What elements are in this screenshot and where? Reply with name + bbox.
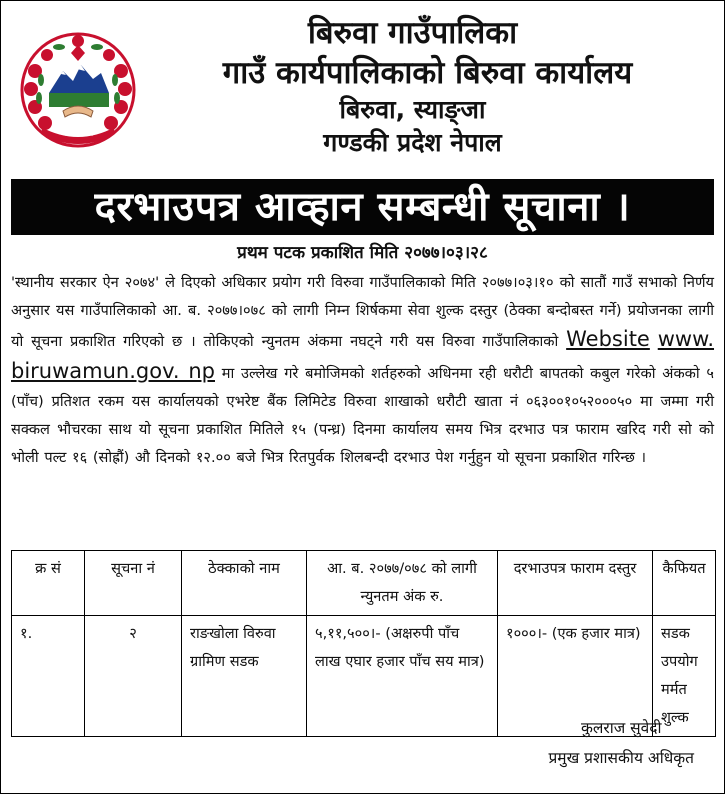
cell-minimum-amount: ५,११,५००।- (अक्षरुपी पाँच लाख एघार हजार पाँच सय मात्र) bbox=[307, 616, 498, 737]
website-label[interactable]: Website bbox=[566, 327, 650, 352]
col-header-contract-name: ठेक्काको नाम bbox=[182, 551, 307, 616]
tender-table bbox=[11, 550, 716, 737]
col-header-remarks: कैफियत bbox=[653, 551, 716, 616]
office-address: बिरुवा, स्याङ्जा bbox=[339, 95, 486, 124]
body-text-part2: मा उल्लेख गरे बमोजिमको शर्तहरुको अधिनमा रही धरौटी बापतको कबुल गरेको अंकको ५ (पाँच) प्रतिशत रकम यस कार्यालयको एभरेष्ट बैंक लिमिटेड विरुवा शाखाको धरौटी खाता नं ०६३००१०५२०००५० मा जम्मा गरी सक्कल भौचरका साथ यो सूचना प्रकाशित मितिले १५ (पन्ध्र) दिनमा कार्यालय समय भित्र दरभाउ पत्र फाराम खरिद गरी सो को भोली पल्ट १६ (सोह्रौं) औ दिनको १२.०० बजे भित्र रितपुर्वक शिलबन्दी दरभाउ पेश गर्नुहुन यो सूचना प्रकाशित गरिन्छ । bbox=[11, 364, 714, 467]
cell-contract-name: राङखोला विरुवा ग्रामिण सडक bbox=[182, 616, 307, 737]
notice-title-banner: दरभाउपत्र आव्हान सम्बन्धी सूचाना । bbox=[11, 179, 714, 235]
cell-serial: १. bbox=[12, 616, 85, 737]
website-link[interactable]: www. biruwamun.gov. np bbox=[11, 327, 715, 383]
publish-date: प्रथम पटक प्रकाशित मिति २०७७।०३।२८ bbox=[237, 243, 488, 263]
cell-notice-no: २ bbox=[85, 616, 182, 737]
col-header-form-fee: दरभाउपत्र फाराम दस्तुर bbox=[498, 551, 653, 616]
office-name: गाउँ कार्यपालिकाको बिरुवा कार्यालय bbox=[222, 55, 633, 91]
province-name: गण्डकी प्रदेश नेपाल bbox=[323, 128, 502, 157]
signatory-name: कुलराज सुवेदी bbox=[580, 719, 662, 737]
col-header-serial: क्र सं bbox=[12, 551, 85, 616]
municipality-name: बिरुवा गाउँपालिका bbox=[307, 15, 518, 51]
notice-body bbox=[11, 269, 714, 472]
cell-form-fee: १०००।- (एक हजार मात्र) bbox=[498, 616, 653, 737]
col-header-minimum-amount: आ. ब. २०७७/०७८ को लागी न्युनतम अंक रु. bbox=[307, 551, 498, 616]
signature-block bbox=[548, 713, 694, 773]
office-header bbox=[151, 13, 714, 159]
svg-text:नेपाल सरकार: नेपाल सरकार bbox=[63, 131, 93, 138]
cell-remarks: सडक उपयोग मर्मत शुल्क bbox=[653, 616, 716, 737]
col-header-notice-no: सूचना नं bbox=[85, 551, 182, 616]
table-header-row bbox=[12, 551, 716, 616]
body-text-part1: 'स्थानीय सरकार ऐन २०७४' ले दिएको अधिकार प्रयोग गरी विरुवा गाउँपालिकाको मिति २०७७।०३।१० को सातौं गाउँ सभाको निर्णय अनुसार यस गाउँपालिकाको आ. ब. २०७७।०७८ को लागी निम्न शिर्षकमा सेवा शुल्क दस्तुर (ठेक्का बन्दोबस्त गर्ने) प्रयोजनका लागी यो सूचना प्रकाशित गरिएको छ । तोकिएको न्युनतम अंकमा नघट्ने गरी यस विरुवा गाउँपालिकाको bbox=[11, 274, 714, 351]
signatory-title: प्रमुख प्रशासकीय अधिकृत bbox=[548, 749, 694, 767]
